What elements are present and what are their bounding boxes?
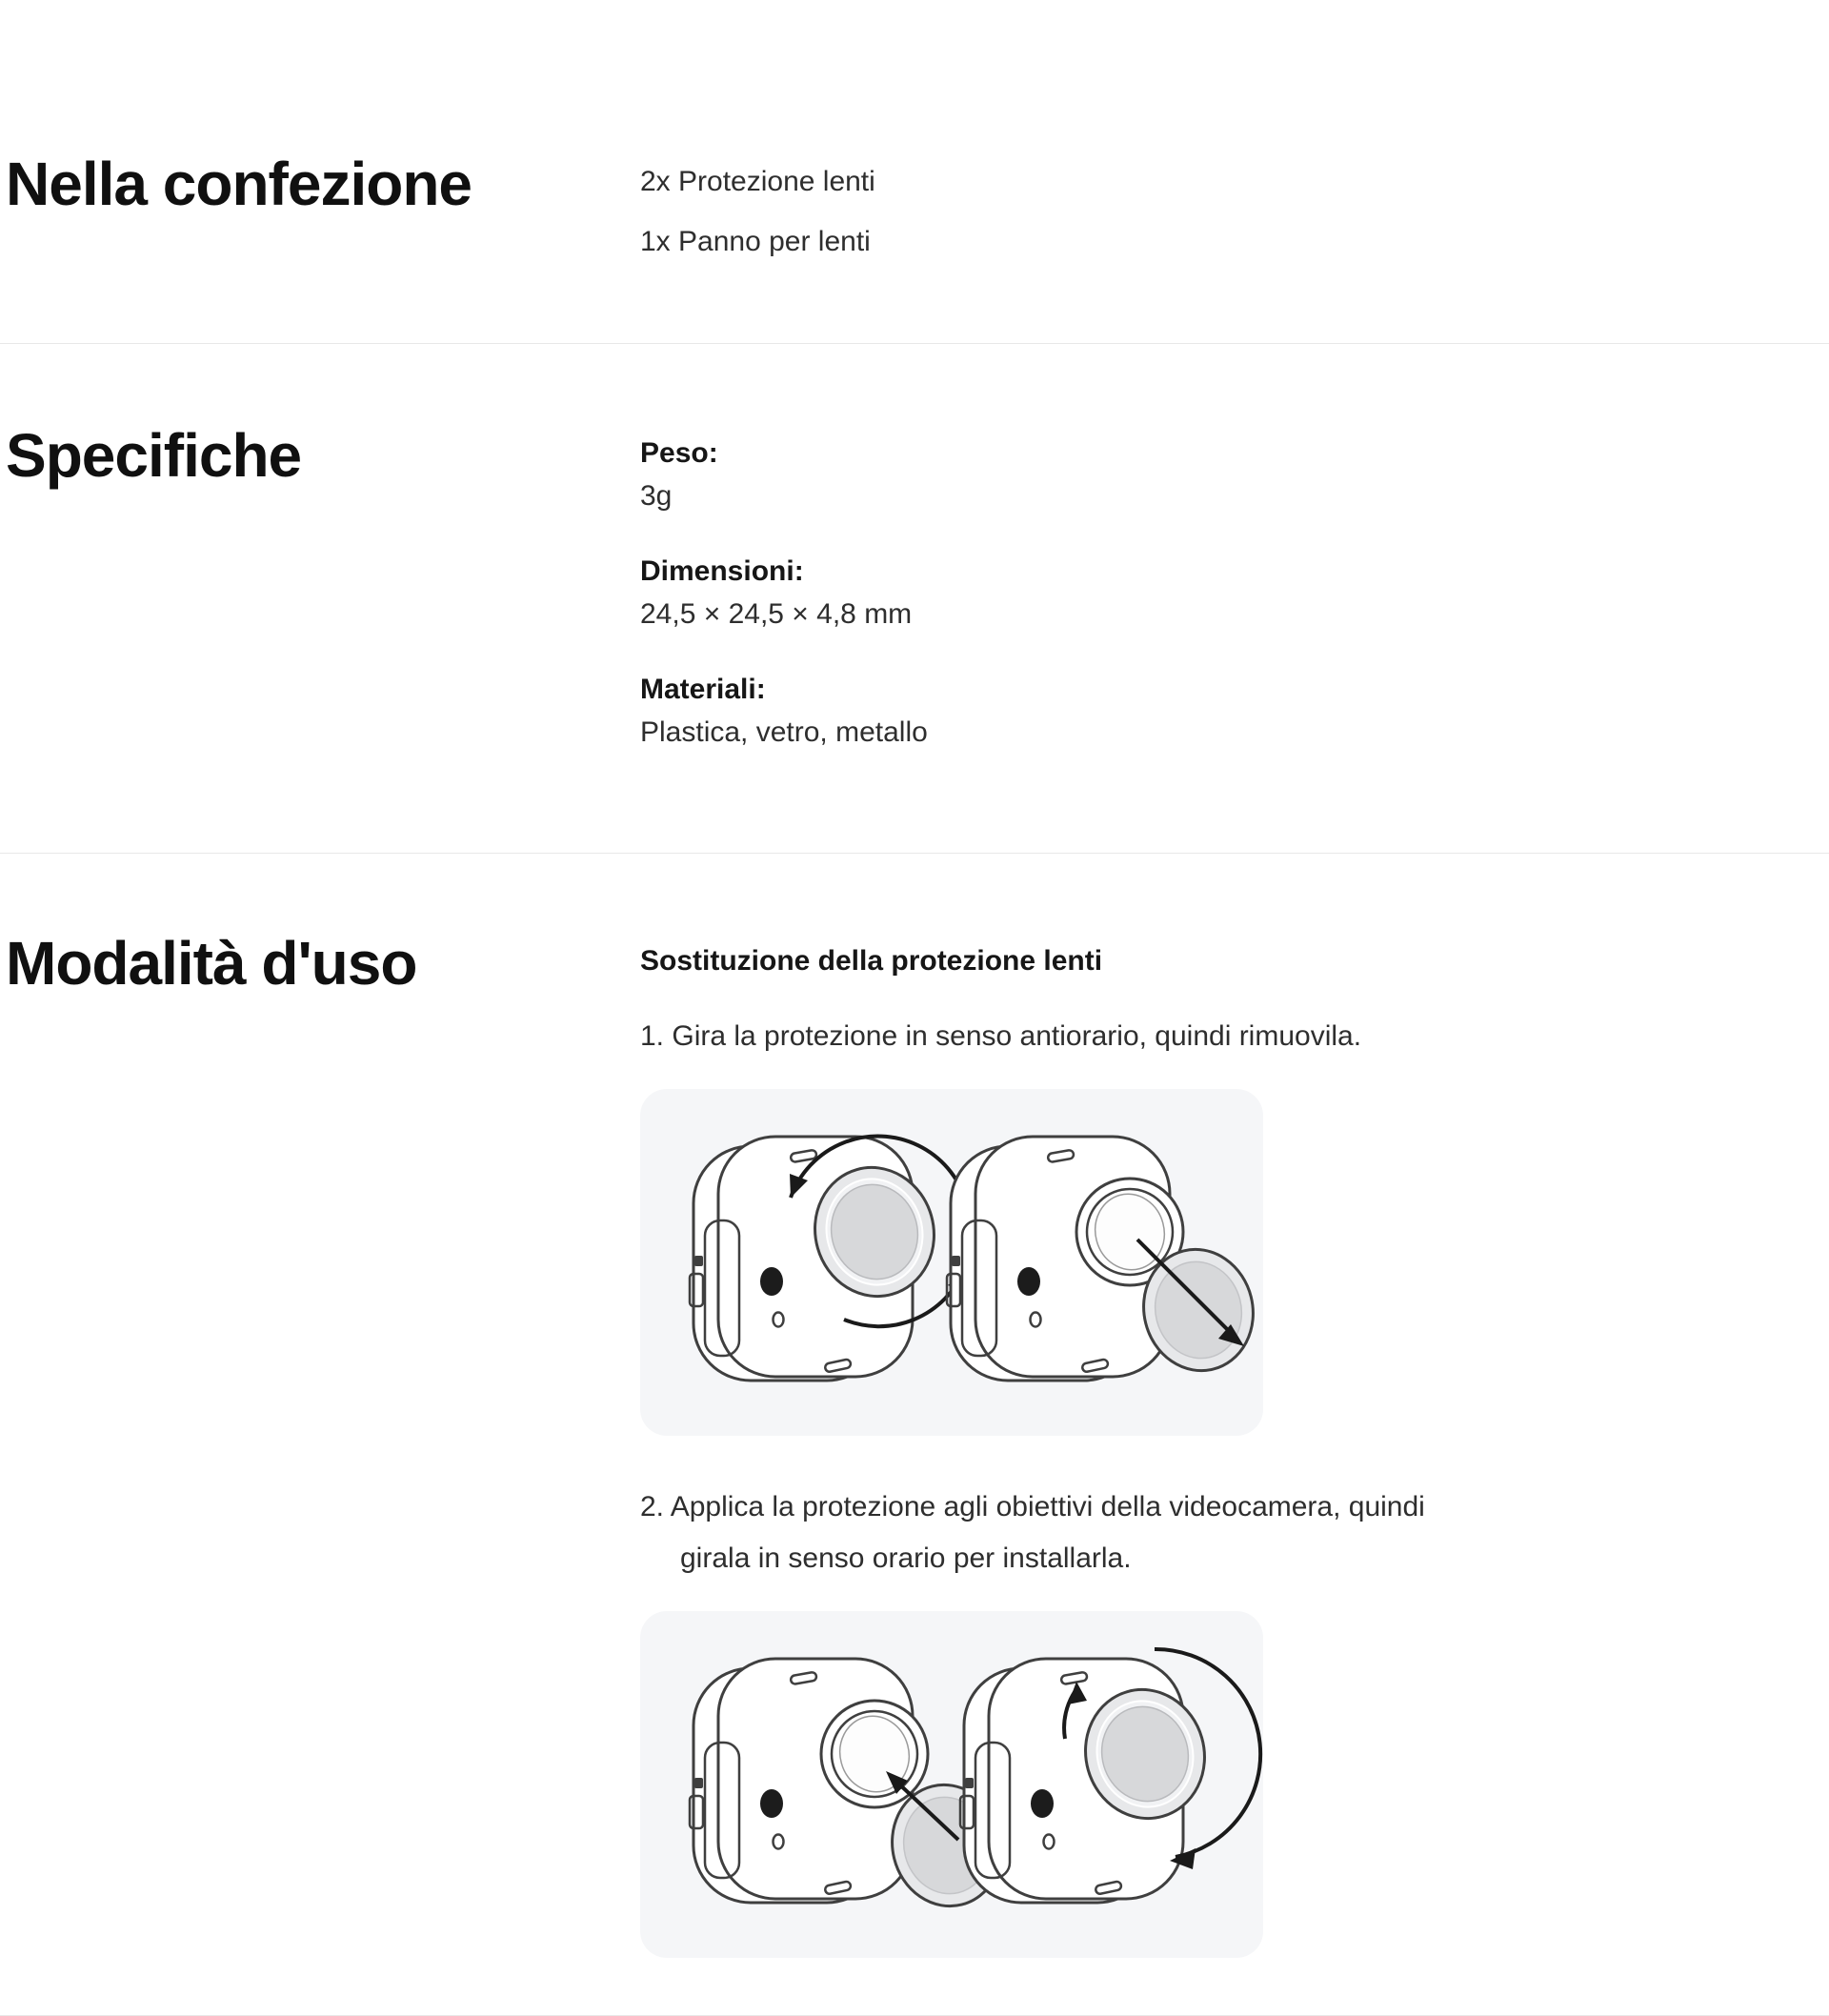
usage-content [640,930,1497,1958]
spec-label: Dimensioni: [640,555,804,587]
section-title-usage: Modalità d'uso [6,929,417,998]
spec-label: Peso: [640,437,718,469]
in-the-box-item: 1x Panno per lenti [640,226,871,257]
spec-label: Materiali: [640,674,766,705]
step-line: 1. Gira la protezione in senso antiorario, quindi rimuovila. [640,1020,1362,1052]
camera-lens-guard-installation-illustration [640,1611,1263,1958]
camera-lens-guard-removal-illustration [640,1089,1263,1436]
spec-row [640,550,1497,635]
step-line: girala in senso orario per installarla. [680,1542,1132,1574]
usage-step-2-text [640,1482,1497,1584]
usage-subtitle: Sostituzione della protezione lenti [640,945,1103,977]
step-line: 2. Applica la protezione agli obiettivi della videocamera, quindi [640,1491,1425,1522]
in-the-box-item: 2x Protezione lenti [640,166,875,197]
section-in-the-box [0,0,1829,343]
in-the-box-list [640,151,1497,280]
spec-value: 3g [640,480,673,512]
figure-step-1 [640,1089,1263,1436]
spec-row [640,432,1497,517]
section-specs [0,344,1829,853]
section-title-specs: Specifiche [6,421,302,490]
figure-step-2 [640,1611,1263,1958]
spec-value: 24,5 × 24,5 × 4,8 mm [640,598,913,630]
section-usage [0,854,1829,2015]
spec-row [640,668,1497,754]
spec-value: Plastica, vetro, metallo [640,716,928,748]
section-title-in-the-box: Nella confezione [6,150,472,218]
lens-bare-icon [821,1701,928,1807]
specs-list [640,422,1497,786]
usage-step-1-text [640,1011,1497,1062]
